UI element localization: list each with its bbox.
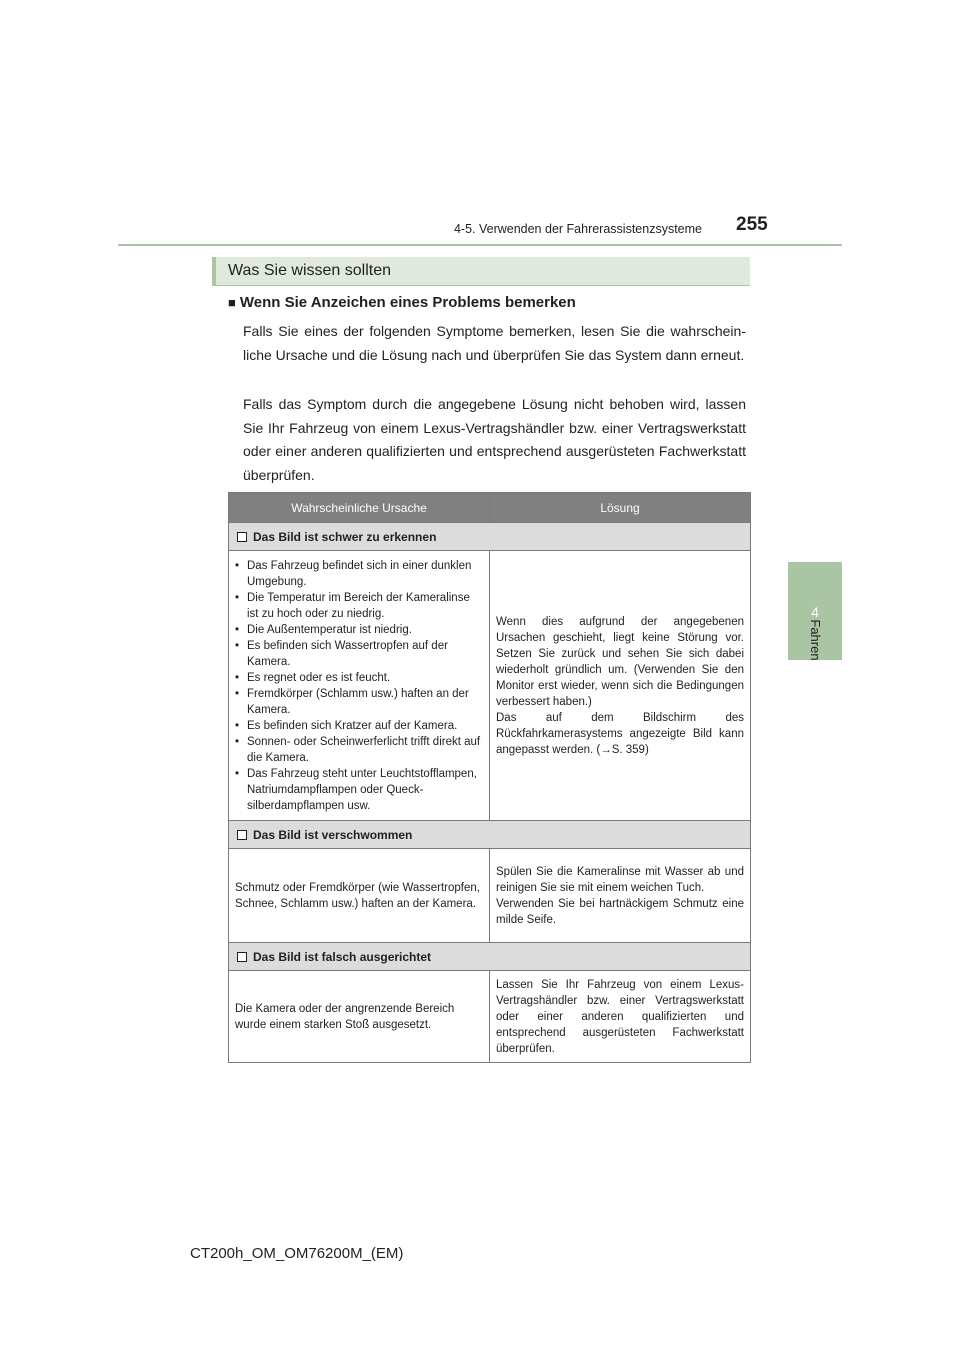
solution-cell: [490, 849, 751, 943]
cause-cell: Die Kamera oder der angrenzende Bereich wurde einem starken Stoß ausgesetzt.: [229, 971, 490, 1063]
subheading: [228, 294, 768, 311]
chapter-tab-label: Fahren: [808, 619, 823, 661]
list-item: • Sonnen- oder Scheinwerferlicht trifft direkt auf die Kamera.: [235, 734, 483, 766]
solution-line: Wenn dies aufgrund der angegebenen Ursachen geschieht, liegt keine Störung vor. Setzen Sie zurück und sehen Sie sich dabei wiederholt gründlich um. (Verwenden Sie den Monitor erst wieder, wenn sich die Bedingungen verbessert haben.): [496, 615, 744, 708]
cause-cell: Schmutz oder Fremdkörper (wie Wassertropfen, Schnee, Schlamm usw.) haften an der Kamera.: [229, 849, 490, 943]
list-item: • Das Fahrzeug befindet sich in einer dunklen Umgebung.: [235, 558, 483, 590]
checkbox-square-icon: [237, 830, 247, 840]
solution-line: Das auf dem Bildschirm des Rückfahrkamerasystems angezeigte Bild kann angepasst werden. (→S. 359): [496, 711, 744, 756]
list-item: • Fremdkörper (Schlamm usw.) haften an der Kamera.: [235, 686, 483, 718]
cause-list: [235, 558, 483, 814]
list-item: • Es befinden sich Kratzer auf der Kamera.: [235, 718, 483, 734]
column-header-cause: Wahrscheinliche Ursache: [229, 493, 490, 523]
solution-cell: [490, 551, 751, 821]
category-cell: [229, 943, 751, 971]
category-label: Das Bild ist schwer zu erkennen: [253, 529, 437, 544]
list-item: • Es regnet oder es ist feucht.: [235, 670, 483, 686]
category-cell: [229, 821, 751, 849]
table-row: [229, 849, 751, 943]
table-header-row: [229, 493, 751, 523]
category-row: [229, 943, 751, 971]
category-row: [229, 523, 751, 551]
solution-cell: [490, 971, 751, 1063]
category-cell: [229, 523, 751, 551]
category-row: [229, 821, 751, 849]
cause-cell: [229, 551, 490, 821]
category-label: Das Bild ist falsch ausgerichtet: [253, 949, 432, 964]
section-title: Was Sie wissen sollten: [228, 262, 392, 279]
solution-line: Spülen Sie die Kameralinse mit Wasser ab und reinigen Sie sie mit einem weichen Tuch.: [496, 865, 744, 894]
table-row: [229, 971, 751, 1063]
section-title-box: [212, 257, 750, 286]
subheading-text: Wenn Sie Anzeichen eines Problems bemerken: [239, 294, 576, 311]
list-item: • Es befinden sich Wassertropfen auf der Kamera.: [235, 638, 483, 670]
solution-line: Lassen Sie Ihr Fahrzeug von einem Lexus-Vertragshändler bzw. einer Vertragswerkstatt oder einer anderen qualifizierten und entsprechend ausgerüsteten Fachwerkstatt überprüfen.: [496, 978, 744, 1055]
chapter-tab-number: 4: [811, 604, 819, 620]
document-code-footer: CT200h_OM_OM76200M_(EM): [190, 1245, 404, 1262]
table-row: [229, 551, 751, 821]
header-divider: [118, 244, 842, 246]
page-number: 255: [736, 214, 768, 235]
checkbox-square-icon: [237, 952, 247, 962]
checkbox-square-icon: [237, 532, 247, 542]
troubleshooting-table: [228, 492, 751, 1063]
intro-paragraph-1: Falls Sie eines der folgenden Symptome bemerken, lesen Sie die wahrscheinliche Ursache und die Lösung nach und überprüfen Sie das System dann erneut.: [243, 323, 746, 363]
list-item: • Das Fahrzeug steht unter Leuchtstofflampen, Natriumdampflampen oder Quecksilberdampflampen usw.: [235, 766, 483, 814]
list-item: • Die Temperatur im Bereich der Kameralinse ist zu hoch oder zu niedrig.: [235, 590, 483, 622]
list-item: • Die Außentemperatur ist niedrig.: [235, 622, 483, 638]
solution-line: Verwenden Sie bei hartnäckigem Schmutz eine milde Seife.: [496, 897, 744, 926]
running-header: 4-5. Verwenden der Fahrerassistenzsysteme: [453, 222, 702, 236]
category-label: Das Bild ist verschwommen: [253, 827, 413, 842]
column-header-solution: Lösung: [490, 493, 751, 523]
intro-paragraph-2: Falls das Symptom durch die angegebene Lösung nicht behoben wird, lassen Sie Ihr Fahrzeug von einem Lexus-Vertragshändler bzw. einer Vertragswerkstatt oder einer anderen qualifizierten und entsprechend ausgerüsteten Fachwerkstatt überprüfen.: [243, 396, 746, 483]
square-bullet-icon: ■: [228, 295, 236, 310]
